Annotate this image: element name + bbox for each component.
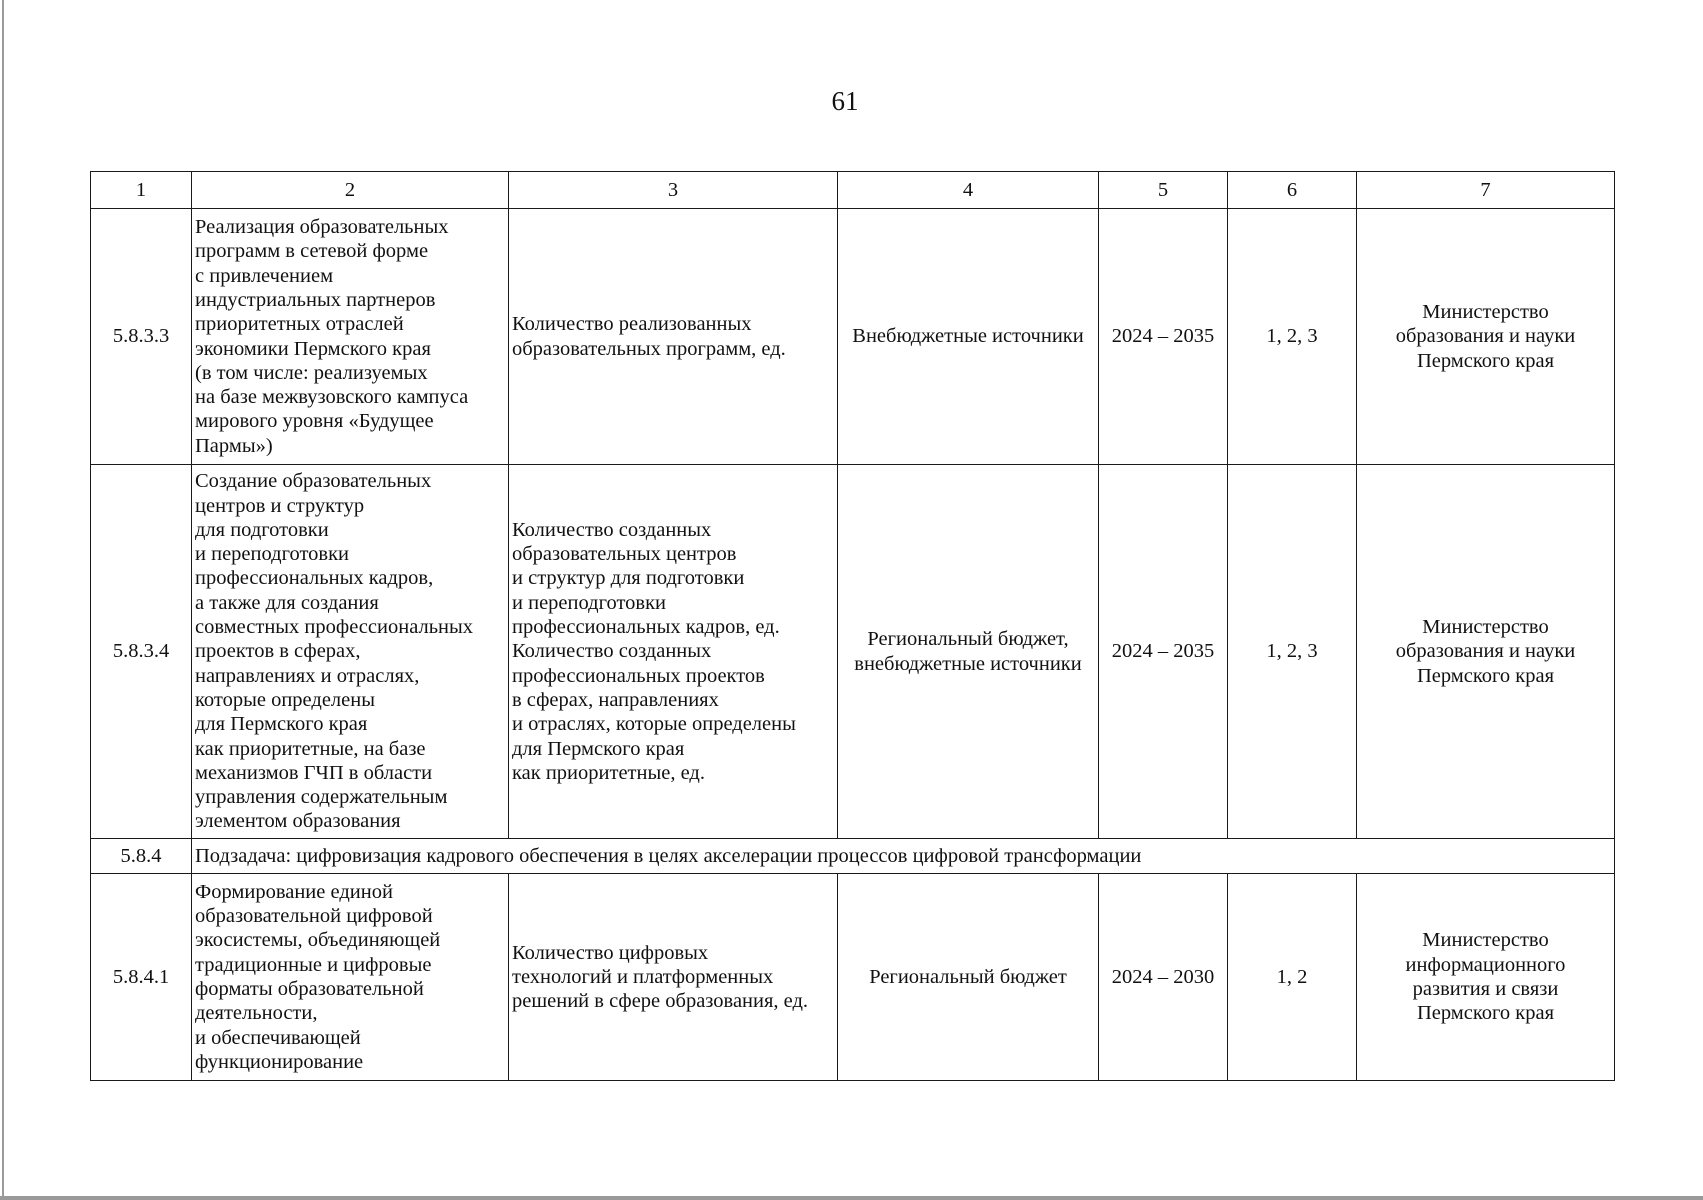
text-line: и обеспечивающей [195,1026,361,1049]
text-line: решений в сфере образования, ед. [512,990,809,1013]
text-line: для Пермского края [512,737,685,760]
text-line: для подготовки [195,518,329,541]
text-line: проектов в сферах, [195,640,361,663]
text-line: образования и науки [1395,640,1576,663]
text-line: Количество созданных [512,640,712,663]
goal-numbers: 1, 2, 3 [1228,209,1357,465]
text-line: Реализация образовательных [195,216,449,239]
text-line: Пермского края [1416,1002,1555,1025]
subtask-number: 5.8.4 [91,839,192,874]
text-line: Министерство [1422,616,1549,639]
text-line: для Пермского края [195,713,368,736]
text-line: Формирование единой [195,880,393,903]
text-line: в сферах, направлениях [512,688,719,711]
text-line: Пермского края [1416,349,1555,372]
text-line: профессиональных кадров, [195,567,434,590]
measure-description [192,874,509,1081]
text-line: Региональный бюджет [869,965,1067,988]
text-line: Пармы») [195,434,273,457]
indicator [509,874,838,1081]
text-line: функционирование [195,1050,364,1073]
text-line: на базе межвузовского кампуса [195,386,469,409]
column-number: 5 [1099,172,1228,209]
text-line: и отраслях, которые определены [512,713,796,736]
column-number: 7 [1357,172,1615,209]
text-line: традиционные и цифровые [195,953,432,976]
text-line: Министерство [1422,929,1549,952]
text-line: образования и науки [1395,325,1576,348]
goal-numbers: 1, 2 [1228,874,1357,1081]
text-line: Внебюджетные источники [852,325,1084,348]
text-line: профессиональных кадров, ед. [512,616,780,639]
text-line: Количество созданных [512,518,712,541]
measure-number: 5.8.3.4 [91,465,192,839]
measure-number: 5.8.3.3 [91,209,192,465]
column-number: 6 [1228,172,1357,209]
indicator [509,465,838,839]
text-line: совместных профессиональных [195,616,474,639]
text-line: механизмов ГЧП в области [195,761,433,784]
implementation-period: 2024 – 2035 [1099,209,1228,465]
text-line: информационного [1405,953,1566,976]
subtask-title [192,839,1615,874]
text-line: Количество реализованных [512,313,752,336]
text-line: форматы образовательной [195,978,424,1000]
table-row [91,465,1615,839]
text-line: индустриальных партнеров [195,288,436,311]
text-line: технологий и платформенных [512,965,774,988]
measure-description [192,465,509,839]
responsible-body [1357,874,1615,1081]
funding-source [838,465,1099,839]
implementation-period: 2024 – 2030 [1099,874,1228,1081]
text-line: Подзадача: цифровизация кадрового обеспечения в целях акселерации процессов цифровой трансформации [195,844,1142,867]
text-line: (в том числе: реализуемых [195,361,428,384]
measures-table [90,171,1615,1081]
column-number: 2 [192,172,509,209]
text-line: приоритетных отраслей [195,313,404,336]
measure-description [192,209,509,465]
text-line: с привлечением [195,264,334,287]
column-number: 1 [91,172,192,209]
text-line: развития и связи [1412,978,1559,1000]
subtask-row [91,839,1615,874]
text-line: которые определены [195,688,375,711]
text-line: управления содержательным [195,786,448,809]
text-line: образовательных центров [512,543,737,566]
text-line: экосистемы, объединяющей [195,929,441,952]
text-line: Пермского края [1416,664,1555,687]
indicator [509,209,838,465]
text-line: внебюджетные источники [854,652,1082,675]
text-line: и переподготовки [512,591,667,614]
text-line: а также для создания [195,591,379,614]
column-number: 4 [838,172,1099,209]
column-number-row [91,172,1615,209]
text-line: Создание образовательных [195,470,432,493]
text-line: элементом образования [195,810,401,833]
measure-number: 5.8.4.1 [91,874,192,1081]
text-line: экономики Пермского края [195,337,431,360]
scan-edge-left [2,0,4,1200]
table-row [91,874,1615,1081]
text-line: Министерство [1422,301,1549,324]
text-line: программ в сетевой форме [195,240,429,263]
text-line: как приоритетные, на базе [195,737,426,760]
text-line: профессиональных проектов [512,664,765,687]
funding-source [838,874,1099,1081]
text-line: центров и структур [195,494,365,517]
text-line: направлениях и отраслях, [195,664,420,687]
text-line: деятельности, [195,1002,318,1025]
text-line: Количество цифровых [512,941,709,964]
column-number: 3 [509,172,838,209]
implementation-period: 2024 – 2035 [1099,465,1228,839]
funding-source [838,209,1099,465]
text-line: и структур для подготовки [512,567,745,590]
text-line: образовательных программ, ед. [512,337,786,360]
text-line: мирового уровня «Будущее [195,410,434,433]
scan-edge-bottom [0,1196,1703,1200]
page-number: 61 [831,86,859,116]
responsible-body [1357,209,1615,465]
table-row [91,209,1615,465]
text-line: образовательной цифровой [195,905,433,928]
text-line: Региональный бюджет, [867,628,1069,651]
text-line: как приоритетные, ед. [512,761,705,784]
text-line: и переподготовки [195,543,350,566]
responsible-body [1357,465,1615,839]
goal-numbers: 1, 2, 3 [1228,465,1357,839]
